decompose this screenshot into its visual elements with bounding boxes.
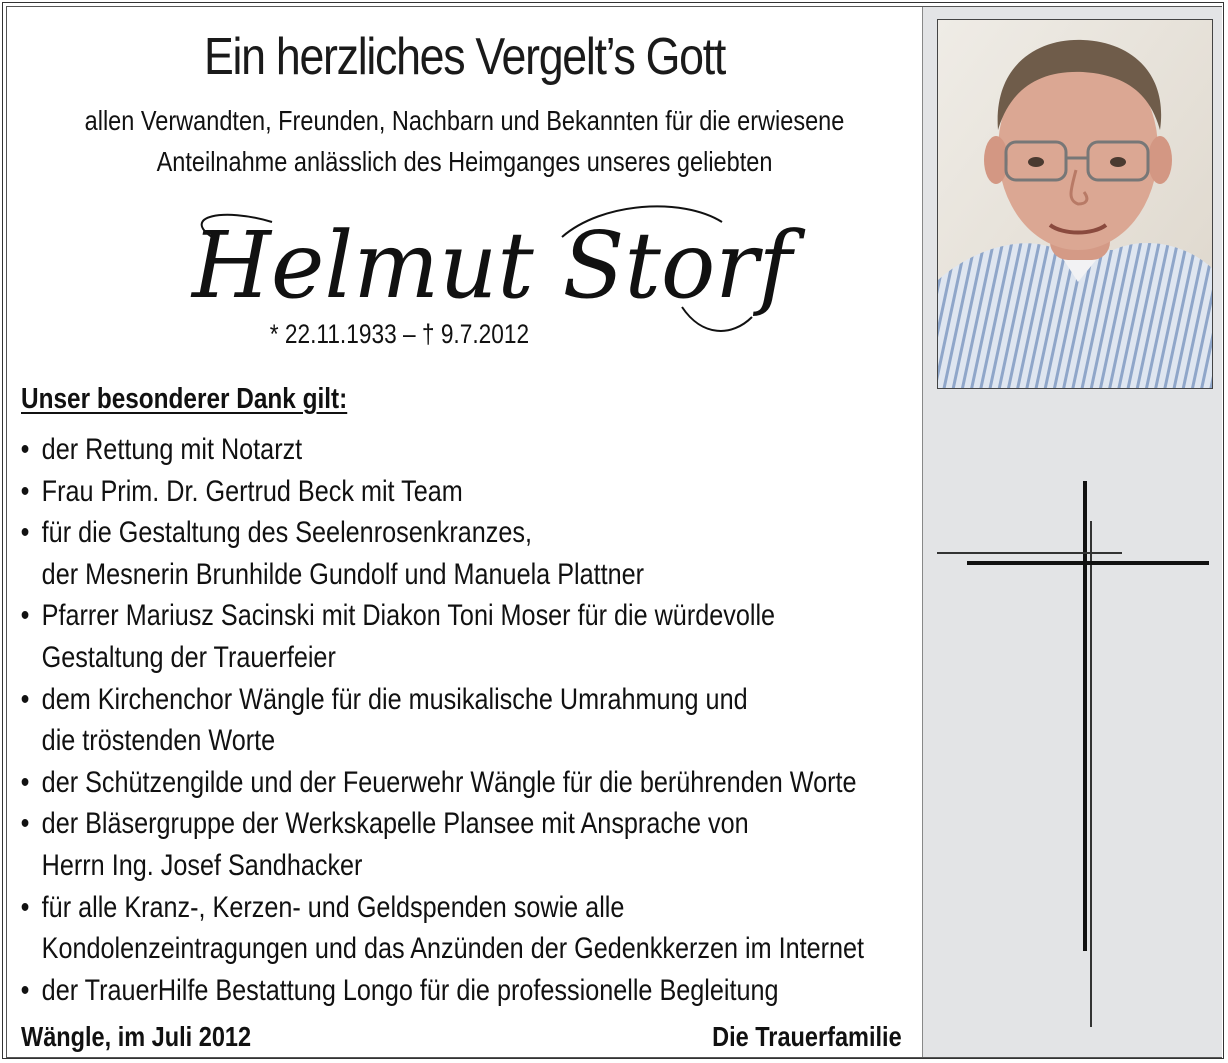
bullet: • [20, 973, 30, 1007]
list-item-text: der Bläsergruppe der Werkskapelle Plansee mit Ansprache von [41, 807, 749, 841]
deceased-name-script [162, 197, 822, 337]
list-item-text: dem Kirchenchor Wängle für die musikalische Umrahmung und [41, 682, 748, 716]
intro-line-1: allen Verwandten, Freunden, Nachbarn und Bekannten für die erwiesene [84, 105, 845, 136]
cross-symbol [923, 477, 1223, 1037]
bullet: • [20, 474, 30, 508]
list-item [19, 471, 909, 513]
portrait-illustration [938, 20, 1213, 389]
deceased-name: Helmut Storf [190, 212, 806, 319]
list-item-text: der TrauerHilfe Bestattung Longo für die professionelle Begleitung [41, 973, 779, 1007]
cross-vertical-bar-thin [1090, 521, 1092, 1027]
list-item [19, 803, 909, 886]
list-item-text: die tröstenden Worte [41, 724, 276, 758]
bullet: • [20, 433, 30, 466]
side-panel [922, 7, 1222, 1057]
list-item-text: Frau Prim. Dr. Gertrud Beck mit Team [41, 474, 463, 508]
list-item-text: für alle Kranz-, Kerzen- und Geldspenden sowie alle [41, 890, 625, 924]
bullet: • [20, 890, 30, 924]
list-item [19, 512, 909, 595]
list-item-text: Gestaltung der Trauerfeier [41, 640, 336, 674]
signature: Die Trauerfamilie [712, 1021, 902, 1052]
list-item-text: Herrn Ing. Josef Sandhacker [41, 848, 363, 882]
bullet: • [20, 682, 30, 716]
list-item [19, 762, 909, 804]
cross-horizontal-bar-thick [967, 561, 1209, 565]
life-dates: * 22.11.1933 – † 9.7.2012 [269, 319, 530, 349]
list-item-text: der Mesnerin Brunhilde Gundolf und Manuela Plattner [41, 557, 645, 591]
intro-line-2: Anteilnahme anlässlich des Heimganges unseres geliebten [156, 146, 773, 177]
list-item [19, 429, 909, 471]
headline: Ein herzliches Vergelt’s Gott [203, 28, 726, 86]
list-item-text: für die Gestaltung des Seelenrosenkranzes, [41, 516, 532, 550]
thanks-heading: Unser besonderer Dank gilt: [21, 383, 348, 415]
cross-horizontal-bar-thin [937, 552, 1122, 554]
list-item-text: Pfarrer Mariusz Sacinski mit Diakon Toni Moser für die würdevolle [41, 599, 776, 633]
bullet: • [20, 599, 30, 633]
list-item [19, 887, 909, 970]
thanks-list [19, 429, 909, 1011]
list-item-text: Kondolenzeintragungen und das Anzünden der Gedenkkerzen im Internet [41, 932, 865, 966]
place-date: Wängle, im Juli 2012 [21, 1021, 252, 1052]
bullet: • [20, 807, 30, 841]
portrait-photo [937, 19, 1213, 389]
bullet: • [20, 516, 30, 550]
bullet: • [20, 765, 30, 799]
notice-text-column [7, 7, 922, 1057]
list-item [19, 595, 909, 678]
list-item-text: der Schützengilde und der Feuerwehr Wängle für die berührenden Worte [41, 765, 857, 799]
list-item [19, 679, 909, 762]
cross-vertical-bar-thick [1083, 481, 1087, 951]
list-item [19, 970, 909, 1012]
list-item-text: der Rettung mit Notarzt [41, 433, 303, 466]
